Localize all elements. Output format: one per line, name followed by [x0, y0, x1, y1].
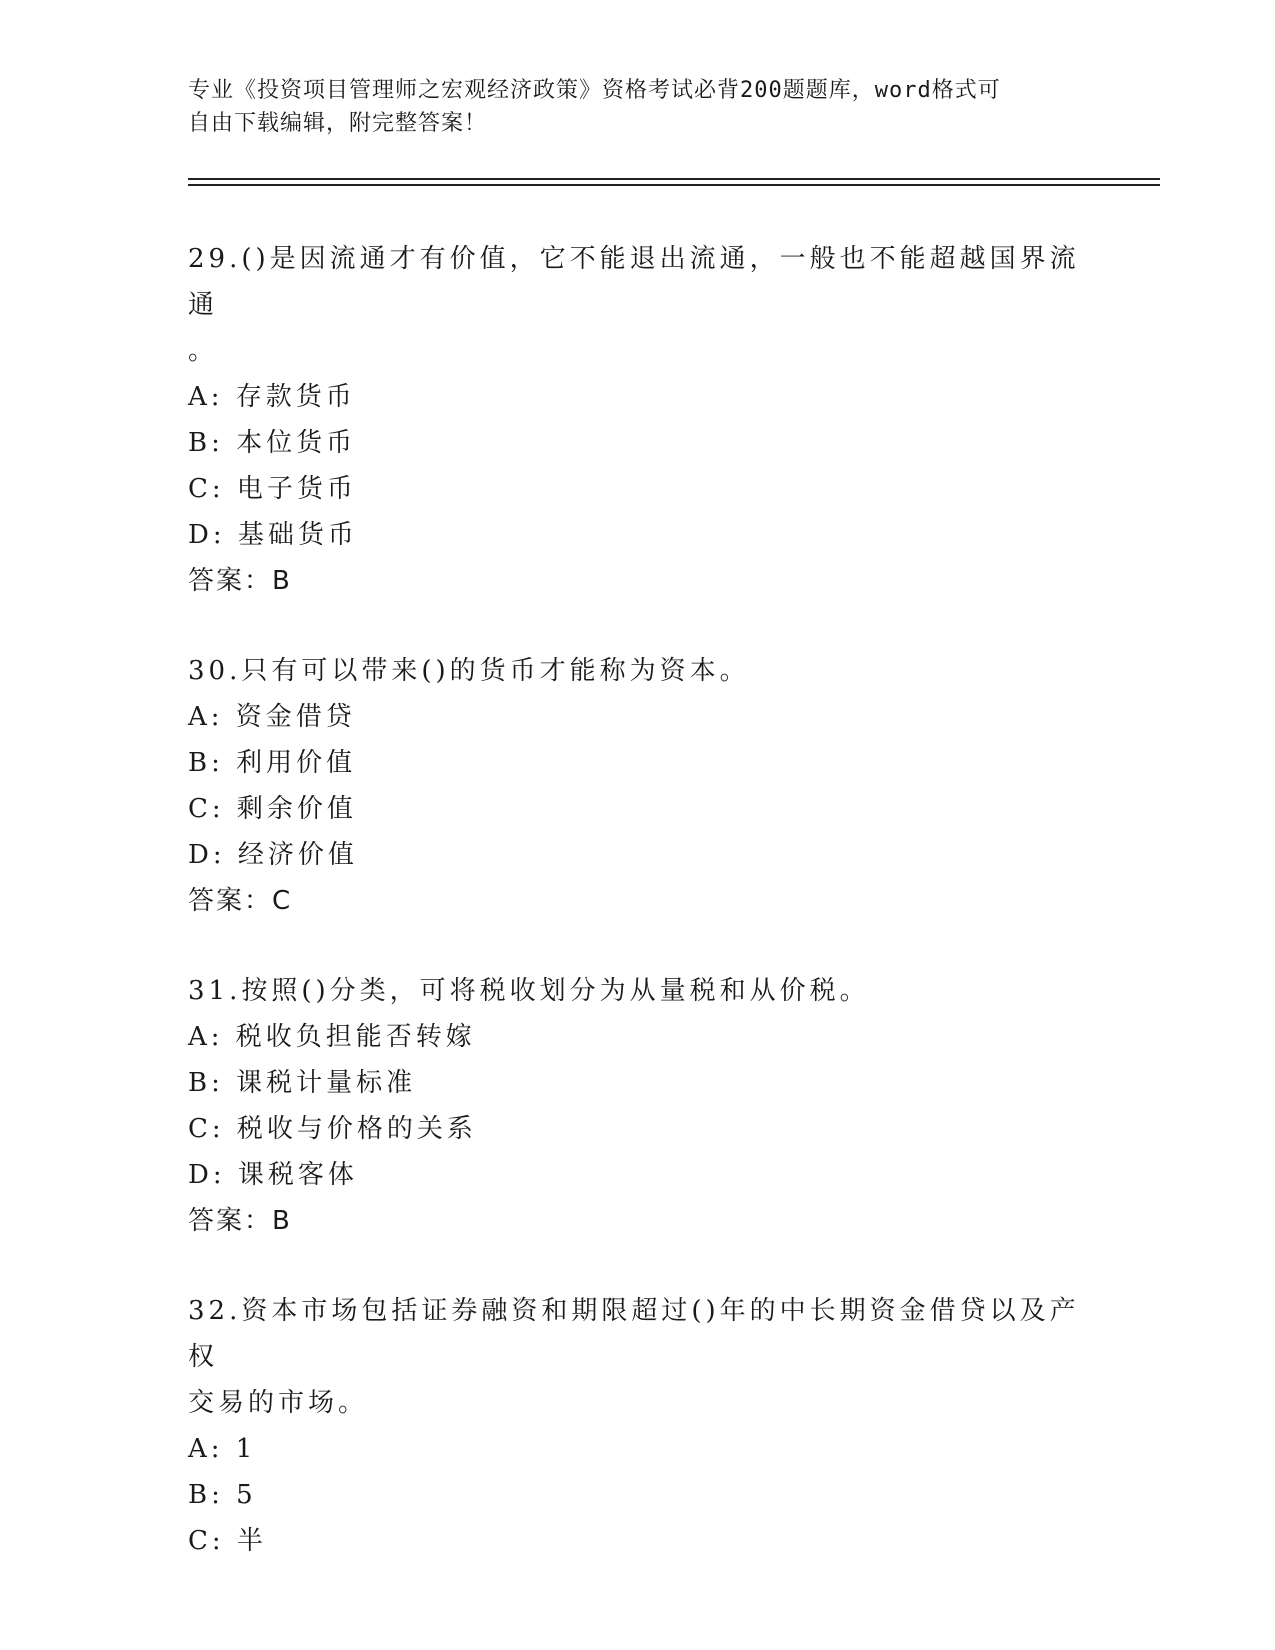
option-d: D: 经济价值: [188, 840, 358, 870]
option-b: B: 利用价值: [188, 748, 357, 778]
answer: 答案：B: [188, 1206, 292, 1236]
option-b: B: 本位货币: [188, 428, 357, 458]
header-line-1: 专业《投资项目管理师之宏观经济政策》资格考试必背200题题库，word格式可: [188, 78, 1001, 103]
question-stem: 29.()是因流通才有价值，它不能退出流通，一般也不能超越国界流通: [188, 244, 1080, 320]
question-stem: 31.按照()分类，可将税收划分为从量税和从价税。: [188, 976, 870, 1006]
header-divider-bottom: [188, 184, 1160, 186]
question-31: [188, 968, 1088, 1244]
answer: 答案：C: [188, 886, 293, 916]
option-c: C: 税收与价格的关系: [188, 1114, 477, 1144]
question-32: [188, 1288, 1088, 1564]
option-a: A: 存款货币: [188, 382, 356, 412]
header-divider-top: [188, 178, 1160, 180]
document-header: [188, 74, 1068, 140]
option-d: D: 基础货币: [188, 520, 358, 550]
option-c: C: 电子货币: [188, 474, 357, 504]
option-c: C: 剩余价值: [188, 794, 357, 824]
question-stem-continued: 。: [188, 336, 219, 366]
question-stem: 32.资本市场包括证券融资和期限超过()年的中长期资金借贷以及产权: [188, 1296, 1080, 1372]
question-30: [188, 648, 1088, 924]
option-d: D: 课税客体: [188, 1160, 358, 1190]
option-b: B: 课税计量标准: [188, 1068, 417, 1098]
header-line-2: 自由下载编辑，附完整答案！: [188, 111, 488, 136]
option-a: A: 税收负担能否转嫁: [188, 1022, 476, 1052]
option-b: B: 5: [188, 1480, 257, 1510]
option-a: A: 资金借贷: [188, 702, 356, 732]
question-29: [188, 236, 1088, 604]
answer: 答案：B: [188, 566, 292, 596]
question-stem: 30.只有可以带来()的货币才能称为资本。: [188, 656, 750, 686]
option-a: A: 1: [188, 1434, 257, 1464]
question-list: [188, 236, 1088, 1608]
question-stem-continued: 交易的市场。: [188, 1388, 369, 1418]
option-c: C: 半: [188, 1526, 267, 1556]
